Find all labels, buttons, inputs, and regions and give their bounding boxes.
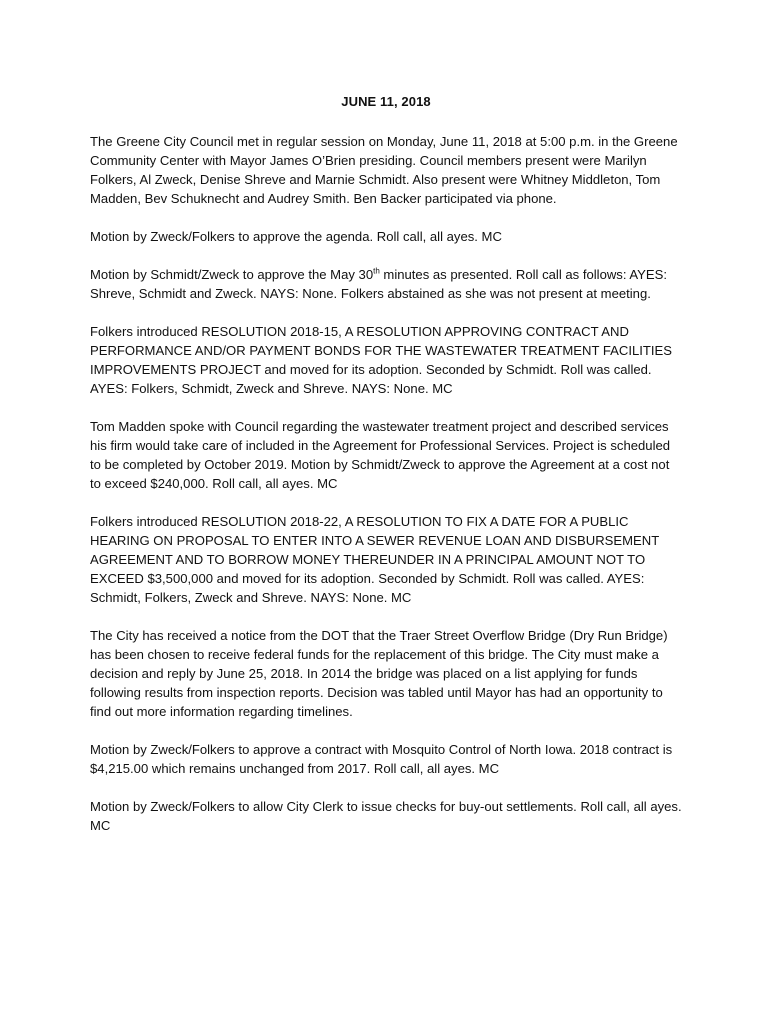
- paragraph-agenda-motion: Motion by Zweck/Folkers to approve the agenda. Roll call, all ayes. MC: [90, 229, 502, 244]
- paragraph-buyout-checks: Motion by Zweck/Folkers to allow City Clerk to issue checks for buy-out settlements. Roll call, all ayes. MC: [90, 799, 682, 833]
- paragraph-bridge-notice: The City has received a notice from the DOT that the Traer Street Overflow Bridge (Dry Run Bridge) has been chosen to receive federal funds for the replacement of this bridge. The City must make a decision and reply by June 25, 2018. In 2014 the bridge was placed on a list applying for funds following results from inspection reports. Decision was tabled until Mayor has had an opportunity to find out more information regarding timelines.: [90, 628, 668, 719]
- paragraph-resolution-2018-22: Folkers introduced RESOLUTION 2018-22, A RESOLUTION TO FIX A DATE FOR A PUBLIC HEARING ON PROPOSAL TO ENTER INTO A SEWER REVENUE LOAN AND DISBURSEMENT AGREEMENT AND TO BORROW MONEY THEREUNDER IN A PRINCIPAL AMOUNT NOT TO EXCEED $3,500,000 and moved for its adoption. Seconded by Schmidt. Roll was called. AYES: Schmidt, Folkers, Zweck and Shreve. NAYS: None. MC: [90, 514, 659, 605]
- minutes-superscript: th: [373, 266, 380, 276]
- paragraph-resolution-2018-15: Folkers introduced RESOLUTION 2018-15, A RESOLUTION APPROVING CONTRACT AND PERFORMANCE AND/OR PAYMENT BONDS FOR THE WASTEWATER TREATMENT FACILITIES IMPROVEMENTS PROJECT and moved for its adoption. Seconded by Schmidt. Roll was called. AYES: Folkers, Schmidt, Zweck and Shreve. NAYS: None. MC: [90, 324, 673, 396]
- paragraph-wastewater-agreement: Tom Madden spoke with Council regarding the wastewater treatment project and described services his firm would take care of included in the Agreement for Professional Services. Project is scheduled to be completed by October 2019. Motion by Schmidt/Zweck to approve the Agreement at a cost not to exceed $240,000. Roll call, all ayes. MC: [90, 419, 671, 491]
- paragraph-session-opening: The Greene City Council met in regular session on Monday, June 11, 2018 at 5:00 p.m. in the Greene Community Center with Mayor James O’Brien presiding. Council members present were Marilyn Folkers, Al Zweck, Denise Shreve and Marnie Schmidt. Also present were Whitney Middleton, Tom Madden, Bev Schuknecht and Audrey Smith. Ben Backer participated via phone.: [90, 134, 678, 206]
- document-page: [90, 92, 682, 854]
- minutes-text-before: Motion by Schmidt/Zweck to approve the May 30: [90, 267, 374, 282]
- paragraph-mosquito-contract: Motion by Zweck/Folkers to approve a contract with Mosquito Control of North Iowa. 2018 contract is $4,215.00 which remains unchanged from 2017. Roll call, all ayes. MC: [90, 742, 673, 776]
- document-date-title: JUNE 11, 2018: [341, 94, 431, 109]
- paragraph-minutes-motion: [90, 265, 682, 303]
- minutes-text-after: minutes as presented. Roll call as follows: AYES: Shreve, Schmidt and Zweck. NAYS: None. Folkers abstained as she was not present at meeting.: [90, 267, 668, 301]
